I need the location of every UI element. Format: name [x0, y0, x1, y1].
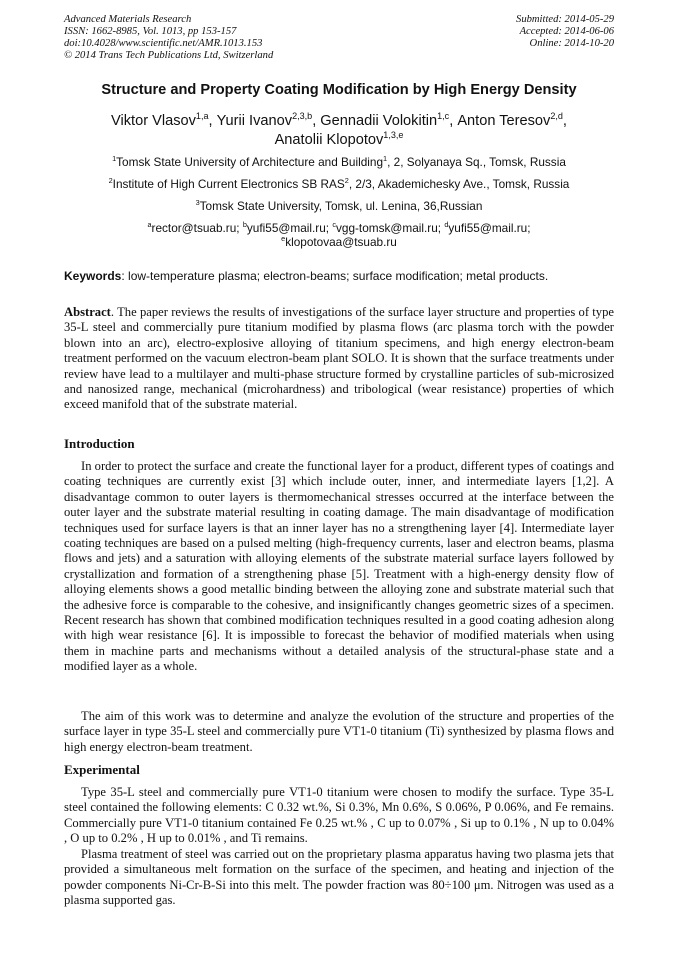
author: Anton Teresov$^{2,d}$, [457, 111, 567, 129]
dates-header [516, 14, 614, 50]
online-date: Online: 2014-10-20 [529, 38, 614, 49]
paper-title: Structure and Property Coating Modification by High Energy Density [101, 82, 577, 98]
email-link[interactable]: yufi55@mail.ru; [246, 221, 333, 235]
affiliation-1: $^1$Tomsk State University of Architecture and Building$^1$, 2, Solyanaya Sq., Tomsk, Russia [112, 154, 566, 169]
author-emails: $^a$rector@tsuab.ru; $^b$yufi55@mail.ru; $^c$vgg-tomsk@mail.ru; $^d$yufi55@mail.ru; $^e$klopotovaa@tsuab.ru [147, 220, 531, 249]
issn-line: ISSN: 1662-8985, Vol. 1013, pp 153-157 [64, 26, 237, 37]
journal-name: Advanced Materials Research [64, 14, 192, 25]
submitted-date: Submitted: 2014-05-29 [516, 14, 614, 25]
introduction-paragraph-1: In order to protect the surface and create the functional layer for a product, different types of coatings and coating techniques are currently exist [3] which include outer, inner, and intermediate layers [1,2]. A disadvantage common to outer layers is thermomechanical stresses occurred at the interface between the outer layer and the substrate material resulting in coating damage. The main disadvantage of modification techniques used for surface layers is that an inner layer has no a strengthening layer [4]. Intermediate layer coating techniques are based on a pulsed melting (high-frequency currents, laser and electron beams, plasma flows and jets) and a saturation with alloying elements of the substrate material surface layers followed by crystallization and formation of a strengthening phase [5]. Treatment with a high-energy density flow of alloying elements shows a good metallic binding between the alloying zone and substrate material such that the adhesive force is comparable to the cohesive, and insignificantly changes geometric sizes of a specimen. Recent research has shown that combined modification techniques resulted in a good coating adhesion along with high wear resistance [6]. It is impossible to forecast the behavior of modified materials when using them in machine parts and mechanisms without a detailed analysis of the structural-phase state and a modified layer as a whole. [64, 459, 614, 674]
section-heading-experimental: Experimental [64, 762, 140, 777]
author-list [50, 112, 628, 150]
journal-header [64, 14, 273, 62]
email-link[interactable]: rector@tsuab.ru; [151, 221, 243, 235]
email-link[interactable]: vgg-tomsk@mail.ru; [335, 221, 445, 235]
email-link[interactable]: klopotovaa@tsuab.ru [285, 235, 397, 249]
affiliation-3: $^3$Tomsk State University, Tomsk, ul. Lenina, 36,Russian [195, 198, 483, 213]
author: Gennadii Volokitin$^{1,c}$, [320, 111, 458, 129]
keywords-label: Keywords [64, 269, 122, 283]
author: Viktor Vlasov$^{1,a}$, [111, 111, 217, 129]
experimental-paragraph-2: Plasma treatment of steel was carried out on the proprietary plasma apparatus having two plasma jets that provided a simultaneous melt formation on the surface of the specimen, and heating and injection of the powder components Ni-Cr-B-Si into this melt. The powder fraction was 80÷100 μm. Nitrogen was used as a plasma supported gas. [64, 847, 614, 908]
abstract-text: . The paper reviews the results of investigations of the surface layer structure and properties of type 35-L steel and commercially pure titanium modified by plasma flows (arc plasma torch with the powder blown into an arc), electro-explosive alloying of titanium specimens, and high energy electron-beam treatment performed on the vacuum electron-beam plant SOLO. It is shown that the surface treatments under review have lead to a multilayer and multi-phase structure formed by crystalline particles of sub-microsized and nanosized range, mechanical (microhardness) and tribological (wear resistance) properties of which exceed manifold that of the substrate material. [64, 305, 614, 412]
affiliation-2: $^2$Institute of High Current Electronics SB RAS$^2$, 2/3, Akademichesky Ave., Tomsk, Russia [108, 176, 570, 191]
copyright-line: © 2014 Trans Tech Publications Ltd, Switzerland [64, 50, 274, 61]
author: Yurii Ivanov$^{2,3,b}$, [216, 111, 321, 129]
author: Anatolii Klopotov$^{1,3,e}$ [274, 130, 404, 148]
email-link[interactable]: yufi55@mail.ru; [448, 221, 531, 235]
experimental-paragraph-1: Type 35-L steel and commercially pure VT1-0 titanium were chosen to modify the surface. Type 35-L steel contained the following elements: C 0.32 wt.%, Si 0.3%, Mn 0.6%, S 0.06%, P 0.06%, and Fe remains. Commercially pure VT1-0 titanium contained Fe 0.25 wt.% , C up to 0.07% , Si up to 0.1% , N up to 0.04% , O up to 0.2% , H up to 0.01% , and Ti remains. [64, 785, 614, 846]
abstract-label: Abstract [64, 305, 111, 319]
section-heading-introduction: Introduction [64, 436, 135, 451]
accepted-date: Accepted: 2014-06-06 [519, 26, 614, 37]
abstract [64, 305, 614, 413]
doi-line: doi:10.4028/www.scientific.net/AMR.1013.153 [64, 38, 263, 49]
keywords [64, 269, 624, 283]
introduction-paragraph-2: The aim of this work was to determine and analyze the evolution of the structure and properties of the surface layer in type 35-L steel and commercially pure VT1-0 titanium (Ti) synthesized by plasma flows and high energy electron-beam treatment. [64, 709, 614, 754]
keywords-text: : low-temperature plasma; electron-beams; surface modification; metal products. [121, 269, 549, 283]
